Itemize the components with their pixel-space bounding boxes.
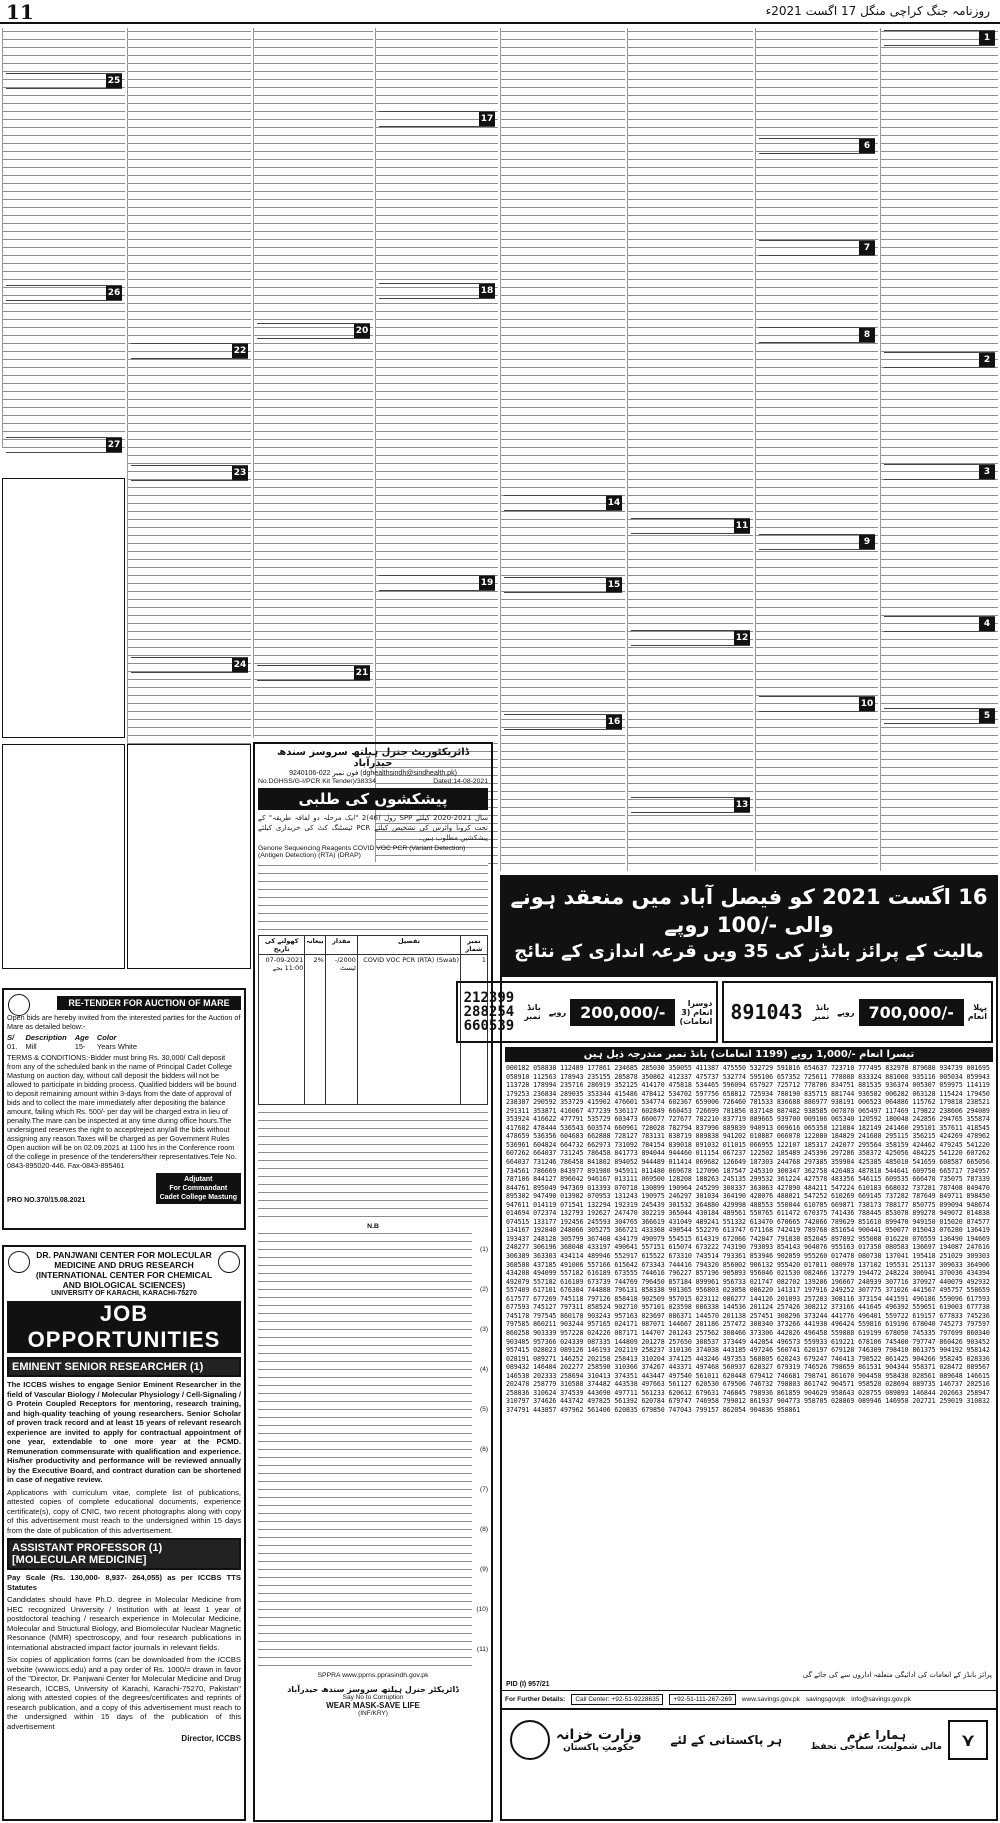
prize-note: پرائز بانڈز کے انعامات کی ادائیگی متعلقہ اداروں سے کی جائے گی xyxy=(802,1671,992,1679)
tender-body-text xyxy=(258,1109,488,1219)
table-cell: 2000/- ٹیسٹ xyxy=(325,955,357,1105)
section-number: 14 xyxy=(607,498,621,508)
section-bar xyxy=(759,240,875,256)
section-bar xyxy=(759,327,875,343)
section-bar xyxy=(379,575,495,591)
second-bond-label: بانڈ نمبر xyxy=(524,1003,541,1021)
website-link[interactable]: www.savings.gov.pk xyxy=(741,1696,800,1703)
prize-headline xyxy=(502,877,996,977)
application-instructions: Applications with curriculum vitae, complete list of publications, attested copies of complete educational documents, experience certificate(s), copy of CNIC, two recent photographs along with copy of this advertisement must reach to the undersigned within 15 days from the date of publication of this advertisement. xyxy=(7,1487,241,1535)
mare-auction-notice xyxy=(2,988,246,1230)
tender-table xyxy=(258,935,488,1105)
second-prize-unit: روپے xyxy=(548,1007,567,1017)
tender-intro: سال 2021-2020 کیلئے SPP رول (46)2 "ایک مرحلہ دو لفافہ طریقہ" کے تحت کرونا وائرس کی تشخیص کیلئے PCR ٹیسٹنگ کٹ کی خریداری کیلئے پیشکشیں مطلوب ہیں۔ xyxy=(258,814,488,842)
section-bar xyxy=(631,518,750,534)
tender-body-text xyxy=(258,862,488,932)
section-number: 9 xyxy=(859,535,875,549)
second-prize-number: 212399 xyxy=(463,990,515,1006)
call-center: Call Center: +92-51-9228635 xyxy=(571,1694,663,1705)
first-bond-label: بانڈ نمبر xyxy=(812,1003,830,1021)
pay-scale: Pay Scale (Rs. 130,000- 8,937- 264,055) as per ICCBS TTS Statutes xyxy=(7,1573,241,1592)
inf-code: (INF/KRY) xyxy=(358,1710,388,1717)
third-prize-number-list: 000182 058830 112489 177861 234685 285030 350055 411387 475550 532729 591816 654637 723710 777495 832978 879680 934739 001695 058910 112563 178943 235155 285878 350862 412337 475737 532774 595106 657352 725611 778088 833324 881060 935116 005034 059943 113728 178994 235716 286919 352125 414170 475818 534465 596094 657927 725712 778706 834751 881535 936374 005307 059975 114119 179253 236834 289035 353344 415486 478412 534702 597756 658812 725934 780190 835715 881744 936582 006282 063128 115424 179450 238387 290592 353729 415902 476601 534774 602367 659006 726460 781533 836688 886977 938191 006523 064886 115762 179818 238521 291311 353871 416067 477239 536117 602849 660453 726699 781856 837148 887482 938585 007870 065497 117469 179822 238606 294089 353924 416622 477791 535729 603473 660677 727677 782210 837719 889665 939700 009106 065340 120592 180048 242856 294765 355874 417682 478444 536543 603574 660961 728028 782794 837996 889839 940913 009616 065358 121084 182149 241460 295101 357611 418545 478659 536356 604683 662888 728127 783131 838719 889838 941202 010887 066078 122080 184829 241680 295115 356215 424269 478962 536961 604824 664732 662973 731092 784154 839018 891032 011015 066955 122107 185317 242077 295564 358159 424462 479245 541220 607262 664037 731245 786458 841773 894044 944460 011154 067237 122502 185489 245396 297286 358372 425056 484225 541220 607262 664037 731246 786458 841802 894052 944489 011414 069682 126649 187303 244768 297385 359904 425385 485010 541659 608587 665056 734561 786669 843977 891980 945911 011480 069678 127096 187547 245310 300347 362758 426483 487818 544641 609750 665717 734957 787106 844127 896042 946167 013111 069500 128208 188263 245135 299532 361224 427578 483356 546115 609535 666470 735075 787339 844761 895049 947369 013393 070718 130899 190964 245299 300337 363063 427890 484211 547224 610183 668032 737281 787408 849470 895302 947490 013982 070953 131243 190975 246297 301034 364190 428076 488021 547252 610269 669145 737282 787649 849711 898450 947611 014119 071541 132294 192319 245439 301532 364880 429998 488553 550044 610705 669871 738173 788177 850775 899094 948674 014694 072374 132793 192627 247470 302219 365044 430184 489561 550765 611472 670375 741436 788445 853078 899278 949072 014838 074515 133177 192456 245593 304765 366619 431049 489241 551332 613470 670665 742066 789629 851610 899470 949150 015020 074577 134167 192840 248066 305275 366721 433368 490544 552276 613747 671168 742419 789768 851654 900441 950077 015043 076280 136419 193437 248128 305799 367408 434179 490979 554515 614319 672066 742847 791838 852045 897892 955008 016220 076559 136490 194669 248277 306196 368048 433197 490641 557151 615074 673222 743190 793093 854143 904076 955163 017350 080583 136697 194087 247616 306389 363303 434114 489946 552917 615522 673310 743514 793361 853946 902059 955260 017478 080738 137041 195418 251029 309303 368508 437185 491006 557166 615642 673343 744416 794320 856002 906132 955420 017811 080978 137102 195531 251137 309633 364906 434208 494099 557182 616189 673555 744616 796227 857196 905893 956046 021530 082466 137279 194472 248224 306941 370036 434394 492079 557182 616189 673739 744769 796450 857184 899961 956733 021747 082702 139206 196667 248939 307716 370927 440079 492932 557409 617101 676304 744888 796131 858338 901365 956803 023058 086220 141317 197916 249252 307775 371026 441567 495757 558659 617577 677269 745118 797126 858418 902509 957015 023112 086277 144126 201093 257203 308116 373154 441591 496186 559096 617593 677593 745127 797311 858524 902710 957101 023598 086338 144536 201124 257426 308212 373166 441645 496392 559651 619003 677738 745178 797545 860170 903243 957163 023697 086371 144570 201138 257451 308296 373244 441776 496401 559722 619157 677833 745236 797585 860211 903244 957165 024171 087071 144667 201186 257472 308340 373266 441938 496424 559816 619196 678040 745273 797597 860258 903339 957228 024226 087171 144707 201243 257562 308466 373306 442026 496458 559888 619199 678050 745335 797699 860340 903405 957366 024339 087335 144809 201278 257650 308537 373449 442054 496573 559933 619221 678106 745400 797747 860426 903452 957415 xyxy=(506,1064,990,1355)
table-header: S/ xyxy=(7,1033,15,1042)
urdu-court-notice xyxy=(2,744,125,969)
section-bar xyxy=(504,495,622,511)
notes-heading: N.B xyxy=(367,1223,379,1230)
uan-number: +92-51-111-267-269 xyxy=(669,1694,735,1705)
government-name: حکومتِ پاکستان xyxy=(563,1743,635,1753)
application-instructions: Six copies of application forms (can be downloaded from the ICCBS website (www.iccs.edu) and a pay order of Rs. 1000/= drawn in favor of the "Director, Dr. Panjwani Center for Molecular Medicine and Drug Research, ICCBS, University of Karachi, Karachi-75270, Pakistan" along with attested copies of the degrees/certificates and reprints of research publication, and a copy of this advertisement must reach to the undersigned within 15 days of the publication of this advertisement xyxy=(7,1655,241,1731)
post-title: EMINENT SENIOR RESEARCHER (1) xyxy=(7,1357,241,1377)
organization-name: DR. PANJWANI CENTER FOR MOLECULAR MEDICINE AND DRUG RESEARCH (INTERNATIONAL CENTER FOR CHEMICAL AND BIOLOGICAL SCIENCES) xyxy=(35,1250,213,1290)
post-description: Candidates should have Ph.D. degree in Molecular Medicine from HEC recognized University / Institution with at least 1 year of postdoctoral teaching / research experience in Molecular Medicine, Molecular and Structural Biology, and Biomolecular Nuclear Magnetic Resonance (NMR) spectroscopy, and four research publications in international abstracted impact factor journals in relevant fields. xyxy=(7,1595,241,1652)
section-number: 19 xyxy=(480,578,494,588)
tender-column-8 xyxy=(2,28,125,448)
section-bar xyxy=(257,665,370,681)
reference-date: Dated:14-08-2021 xyxy=(433,778,488,785)
table-cell: 01. xyxy=(7,1042,18,1051)
note-number: (9) xyxy=(480,1566,488,1573)
section-bar xyxy=(884,352,995,368)
organization-address: UNIVERSITY OF KARACHI, KARACHI-75270 xyxy=(51,1290,197,1297)
prize-footer xyxy=(502,1708,996,1770)
section-number: 15 xyxy=(607,580,621,590)
table-cell: COVID VOC PCR (RTA) (Swab) xyxy=(357,955,460,1105)
section-bar xyxy=(884,30,995,46)
pro-number: PRO NO.370/15.08.2021 xyxy=(7,1197,86,1204)
note-number: (8) xyxy=(480,1526,488,1533)
note-number: (1) xyxy=(480,1246,488,1253)
tender-column-2 xyxy=(755,28,878,871)
section-number: 10 xyxy=(860,699,874,709)
college-logo-icon xyxy=(8,994,30,1016)
first-prize-label: پہلا انعام xyxy=(967,1003,987,1021)
pcmd-job-ad xyxy=(2,1245,246,1821)
national-savings-logo-icon: ⋎ xyxy=(948,1720,988,1760)
iccbs-logo-icon xyxy=(8,1251,30,1273)
table-cell: 07-09-2021 11:00 بجے xyxy=(259,955,305,1105)
page-number: 11 xyxy=(6,0,34,24)
table-header: تفصیل xyxy=(357,936,460,955)
urdu-court-notice xyxy=(2,478,125,738)
second-prize-number: 660539 xyxy=(463,1018,515,1034)
slogan-corruption: Say No to Corruption xyxy=(342,1694,404,1701)
tender-column-6 xyxy=(253,28,373,738)
date-line: روزنامہ جنگ کراچی منگل 17 اگست 2021ء xyxy=(765,4,990,18)
section-bar xyxy=(6,437,122,453)
section-number: 20 xyxy=(355,326,369,336)
table-cell: 2% xyxy=(305,955,325,1105)
tender-column-1 xyxy=(880,28,998,871)
section-bar xyxy=(884,464,995,480)
section-bar xyxy=(131,657,248,673)
footer-motto: ہمارا عزم xyxy=(846,1728,907,1742)
table-header: Description xyxy=(25,1033,67,1042)
third-prize-number-list: 028023 089126 146193 202119 258237 310136 374038 443185 497246 560741 620197 679128 746309 798410 861375 904192 958142 028191 089271 146252 202158 258413 310204 374125 443246 497353 560805 620243 679247 746413 798522 861425 904266 958245 028336 089432 146404 202277 258590 310366 374267 443371 497468 560937 620327 679319 746526 798659 861531 904344 958371 028472 089567 146538 202333 258694 310413 374351 443447 497540 561011 620448 679412 746681 798741 861670 904450 958438 028561 089648 146615 202478 258779 310588 374482 443538 497663 561127 620530 679506 746732 798803 861742 904571 958520 028694 089735 146737 202516 258836 310624 374539 443690 497711 561233 620612 679631 746845 798936 861859 904629 958643 028755 089893 146844 202663 258947 310797 374626 443742 497825 561392 620784 679747 746958 799012 861937 904773 958705 028869 089946 146958 202721 259019 310832 374791 443857 497962 561406 620835 679850 747043 799157 862054 904836 958861 xyxy=(506,1346,990,1414)
section-number: 18 xyxy=(480,286,494,296)
section-number: 7 xyxy=(859,241,875,255)
table-cell: Years White xyxy=(96,1042,138,1051)
section-bar xyxy=(379,111,495,127)
director-signature: Director, ICCBS xyxy=(181,1734,241,1743)
section-number: 13 xyxy=(735,800,749,810)
section-number: 26 xyxy=(107,288,121,298)
section-bar xyxy=(759,138,875,154)
notice-intro: Open bids are hereby invited from the interested parties for the Auction of Mare as detailed below:- xyxy=(7,1013,241,1031)
pid-code: PID (I) 957/21 xyxy=(506,1681,550,1688)
contact-label: For Further Details: xyxy=(505,1696,566,1703)
headline-line-2: مالیت کے پرائز بانڈز کی 35 ویں قرعہ اندازی کے نتائج xyxy=(514,941,984,962)
phone-number: فون نمبر 022-9240106 xyxy=(289,770,359,777)
third-prize-numbers xyxy=(506,1064,992,1669)
section-bar xyxy=(884,616,995,632)
pcmd-logo-icon xyxy=(218,1251,240,1273)
table-cell: 15- xyxy=(74,1042,86,1051)
table-cell: 1 xyxy=(460,955,487,1105)
table-header: نمبر شمار xyxy=(460,936,487,955)
section-bar xyxy=(504,714,622,730)
notice-terms: TERMS & CONDITIONS:-Bidder must bring Rs. 30,000/ Call deposit from any of the scheduled bank in the name of Principal Cadet College Mastung on auction day, without call deposit the bidders will not be allowed to participate in bidding process. Qualified bidders will be bound to deposit remaining amount within 3-days from the date of approval of bids and to collect the mare immediately after depositing the balance amount, failing which Rs. 500/- per day will be charged extra in lieu of penalty.The mare can be inspected at any time during office hours.The undersigned reserves the right to accept/reject any/all the bids without assigning any reason.Taxes will be charged as per Government Rules Open auction will be on 02.09.2021 at 1100 hrs in the Conference room of the college in presence of the tenderers/their representatives.Tele No. 0843-895020-446. Fax-0843-895461 xyxy=(7,1053,237,1170)
section-bar xyxy=(257,323,370,339)
second-prize-box xyxy=(456,981,719,1043)
ministry-name: وزارت خزانہ xyxy=(556,1727,642,1743)
section-bar xyxy=(759,534,875,550)
signatory: Adjutant For Commandant Cadet College Mastung xyxy=(156,1173,241,1204)
table-header: Age xyxy=(74,1033,89,1042)
section-number: 3 xyxy=(979,465,995,479)
section-bar xyxy=(631,630,750,646)
note-number: (5) xyxy=(480,1406,488,1413)
page-header xyxy=(0,0,1000,24)
table-header: مقدار xyxy=(325,936,357,955)
table-cell: Mill xyxy=(25,1042,37,1051)
section-bar xyxy=(131,343,248,359)
sppra-website: SPPRA www.pprns.pprasindh.gov.pk xyxy=(317,1672,429,1679)
table-header: Color xyxy=(96,1033,117,1042)
first-prize-amount: 700,000/- xyxy=(859,999,964,1026)
section-number: 4 xyxy=(979,617,995,631)
first-prize-number: 891043 xyxy=(730,1000,803,1024)
table-header: بیعانہ xyxy=(305,936,325,955)
tender-notes-text xyxy=(258,1230,472,1670)
section-number: 16 xyxy=(607,717,621,727)
section-number: 22 xyxy=(233,346,247,356)
email-link[interactable]: info@savings.gov.pk xyxy=(851,1696,911,1703)
note-number: (6) xyxy=(480,1446,488,1453)
section-number: 23 xyxy=(233,468,247,478)
dg-health-tender xyxy=(253,742,493,1822)
second-prize-amount: 200,000/- xyxy=(570,999,675,1026)
note-number: (3) xyxy=(480,1326,488,1333)
tender-column-4 xyxy=(500,28,625,871)
tender-column-3 xyxy=(627,28,753,871)
note-number: (2) xyxy=(480,1286,488,1293)
contact-bar xyxy=(502,1690,996,1708)
section-number: 21 xyxy=(355,668,369,678)
section-number: 2 xyxy=(979,353,995,367)
tender-banner: پیشکشوں کی طلبی xyxy=(258,788,488,810)
section-number: 1 xyxy=(979,31,995,45)
section-number: 17 xyxy=(480,114,494,124)
section-number: 8 xyxy=(859,328,875,342)
third-prize-banner: تیسرا انعام -/1,000 روپے (1199 انعامات) بانڈ نمبر مندرجہ ذیل ہیں xyxy=(505,1047,993,1062)
section-bar xyxy=(379,283,495,299)
section-bar xyxy=(504,577,622,593)
post-description: The ICCBS wishes to engage Senior Eminent Researcher in the field of Vascular Biology / Molecular Physiology / Cell-Signaling / G Protein Coupled Receptors for mentoring, research training, and high-quality teaching of young researchers. Senior Scholar of proven track record and at least 15 years of relevant research experience are invited to apply for contractual appointment of one year, extendable to one more year at the PCMD. Remuneration commensurate with qualification and experience. His/her productivity and performance will be reviewed annually by the Executive Board, and contract duration can be shortened in case of negative review. xyxy=(7,1380,241,1484)
second-prize-label: دوسرا انعام (3 انعامات) xyxy=(679,998,713,1026)
table-header: کھولنے کی تاریخ xyxy=(259,936,305,955)
first-prize-box xyxy=(722,981,993,1043)
urdu-court-notice xyxy=(127,744,251,969)
footer-motto-2: مالی شمولیت، سماجی تحفظ xyxy=(810,1742,942,1752)
section-number: 24 xyxy=(233,660,247,670)
section-bar xyxy=(131,465,248,481)
tender-terms-english: Genone Sequencing Reagents COVID VOC PCR (Variant Detection) (Antigen Detection) (RTA) (DRAP) xyxy=(258,845,466,859)
section-number: 25 xyxy=(107,76,121,86)
headline-line-1: 16 اگست 2021 کو فیصل آباد میں منعقد ہونے والی -/100 روپے xyxy=(510,885,988,937)
footer-middle: ہر پاکستانی کے لئے xyxy=(670,1733,783,1747)
section-bar xyxy=(631,797,750,813)
email-address: (dghealthsindh@sindhealth.pk) xyxy=(360,770,457,777)
reference-number: No.DGHSS/G-I/PCR Kit Tender)/38334 xyxy=(258,778,376,785)
note-number: (7) xyxy=(480,1486,488,1493)
section-number: 11 xyxy=(735,521,749,531)
mare-table xyxy=(7,1033,145,1051)
section-bar xyxy=(6,73,122,89)
second-prize-numbers xyxy=(458,991,521,1033)
section-number: 5 xyxy=(979,709,995,723)
section-bar xyxy=(884,708,995,724)
section-bar xyxy=(759,696,875,712)
section-number: 27 xyxy=(107,440,121,450)
note-number: (4) xyxy=(480,1366,488,1373)
note-number: (10) xyxy=(476,1606,488,1613)
first-prize-unit: روپے xyxy=(837,1007,855,1017)
section-number: 6 xyxy=(859,139,875,153)
section-number: 12 xyxy=(735,633,749,643)
section-bar xyxy=(6,285,122,301)
notes-numbers xyxy=(472,1230,488,1670)
department-name: ڈائریکٹوریٹ جنرل ہیلتھ سروسز سندھ حیدرآباد xyxy=(276,747,470,769)
slogan-mask: WEAR MASK-SAVE LIFE xyxy=(326,1701,420,1710)
facebook-link[interactable]: savingsgovpk xyxy=(805,1696,846,1703)
government-emblem-icon xyxy=(510,1720,550,1760)
jobs-banner: JOB OPPORTUNITIES xyxy=(7,1301,241,1353)
tender-signature: ڈائریکٹر جنرل ہیلتھ سروسز سندھ حیدرآباد xyxy=(287,1685,459,1694)
note-number: (11) xyxy=(476,1646,488,1653)
post-title: ASSISTANT PROFESSOR (1) [MOLECULAR MEDICINE] xyxy=(7,1538,241,1570)
notice-title: RE-TENDER FOR AUCTION OF MARE xyxy=(57,996,241,1010)
second-prize-number: 288254 xyxy=(463,1004,515,1020)
